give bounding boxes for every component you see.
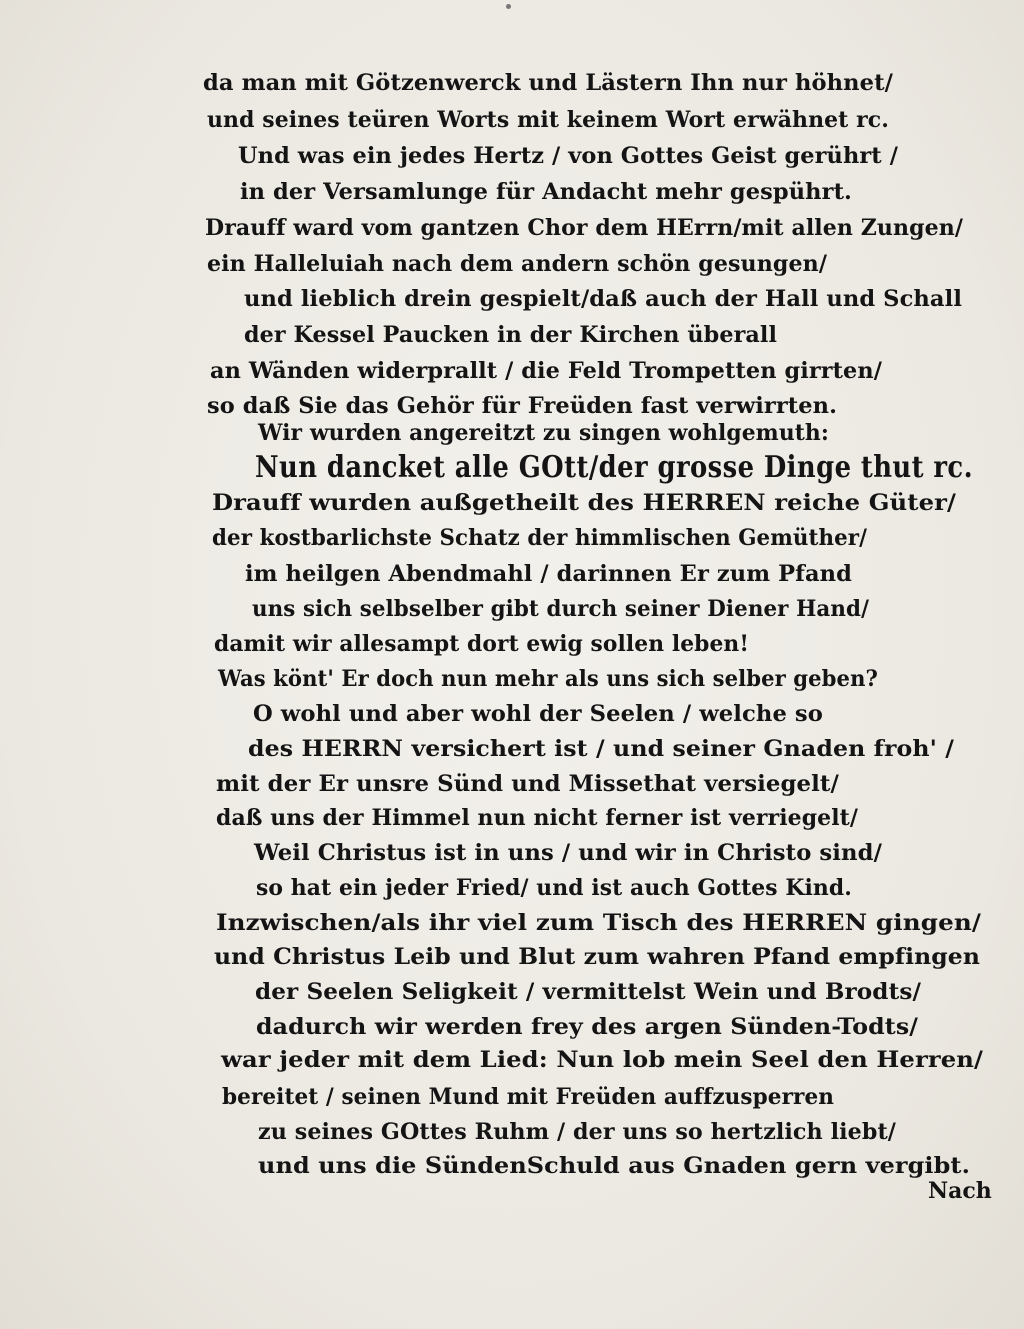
text-line: und seines teüren Worts mit keinem Wort erwähnet rc. bbox=[207, 107, 889, 133]
text-line: da man mit Götzenwerck und Lästern Ihn nur höhnet/ bbox=[203, 70, 894, 96]
text-line: Weil Christus ist in uns / und wir in Christo sind/ bbox=[254, 840, 882, 866]
text-line: und Christus Leib und Blut zum wahren Pfand empfingen bbox=[214, 944, 980, 970]
text-line: der Kessel Paucken in der Kirchen überall bbox=[244, 322, 777, 348]
text-line: mit der Er unsre Sünd und Missethat versiegelt/ bbox=[216, 771, 839, 797]
text-line: Inzwischen/als ihr viel zum Tisch des HERREN gingen/ bbox=[216, 910, 981, 936]
text-line: dadurch wir werden frey des argen Sünden-Todts/ bbox=[256, 1014, 918, 1040]
text-line: und lieblich drein gespielt/daß auch der Hall und Schall bbox=[244, 286, 962, 312]
text-line: zu seines GOttes Ruhm / der uns so hertzlich liebt/ bbox=[258, 1119, 896, 1145]
bleed-through-text bbox=[894, 70, 1014, 970]
text-line: Wir wurden angereitzt zu singen wohlgemuth: bbox=[258, 420, 829, 446]
text-line: im heilgen Abendmahl / darinnen Er zum Pfand bbox=[245, 561, 852, 587]
text-line: so daß Sie das Gehör für Freüden fast verwirrten. bbox=[207, 393, 837, 419]
text-line: uns sich selbselber gibt durch seiner Diener Hand/ bbox=[252, 596, 869, 622]
text-line: damit wir allesampt dort ewig sollen leben! bbox=[214, 631, 749, 657]
text-line: daß uns der Himmel nun nicht ferner ist verriegelt/ bbox=[216, 805, 858, 831]
text-line: O wohl und aber wohl der Seelen / welche so bbox=[253, 701, 823, 727]
text-line: der Seelen Seligkeit / vermittelst Wein und Brodts/ bbox=[255, 979, 921, 1005]
text-line: Was könt' Er doch nun mehr als uns sich selber geben? bbox=[218, 666, 878, 692]
text-line-emphasis: Nun dancket alle GOtt/der grosse Dinge thut rc. bbox=[255, 450, 973, 485]
text-line: der kostbarlichste Schatz der himmlischen Gemüther/ bbox=[212, 525, 867, 551]
text-line: bereitet / seinen Mund mit Freüden auffzusperren bbox=[222, 1084, 834, 1110]
text-line: so hat ein jeder Fried/ und ist auch Gottes Kind. bbox=[256, 875, 852, 901]
text-line: des HERRN versichert ist / und seiner Gnaden froh' / bbox=[248, 736, 954, 762]
text-line: Drauff wurden außgetheilt des HERREN reiche Güter/ bbox=[212, 490, 956, 516]
text-line: an Wänden widerprallt / die Feld Trompetten girrten/ bbox=[210, 358, 882, 384]
text-line: Drauff ward vom gantzen Chor dem HErrn/mit allen Zungen/ bbox=[205, 215, 963, 241]
page-mark bbox=[506, 4, 511, 9]
text-line: in der Versamlunge für Andacht mehr gespührt. bbox=[240, 179, 852, 205]
text-line: und uns die SündenSchuld aus Gnaden gern vergibt. bbox=[258, 1153, 970, 1179]
text-line: war jeder mit dem Lied: Nun lob mein Seel den Herren/ bbox=[221, 1047, 983, 1073]
text-line: Und was ein jedes Hertz / von Gottes Geist gerührt / bbox=[238, 143, 898, 169]
text-line: ein Halleluiah nach dem andern schön gesungen/ bbox=[207, 251, 827, 277]
catchword: Nach bbox=[928, 1178, 992, 1204]
